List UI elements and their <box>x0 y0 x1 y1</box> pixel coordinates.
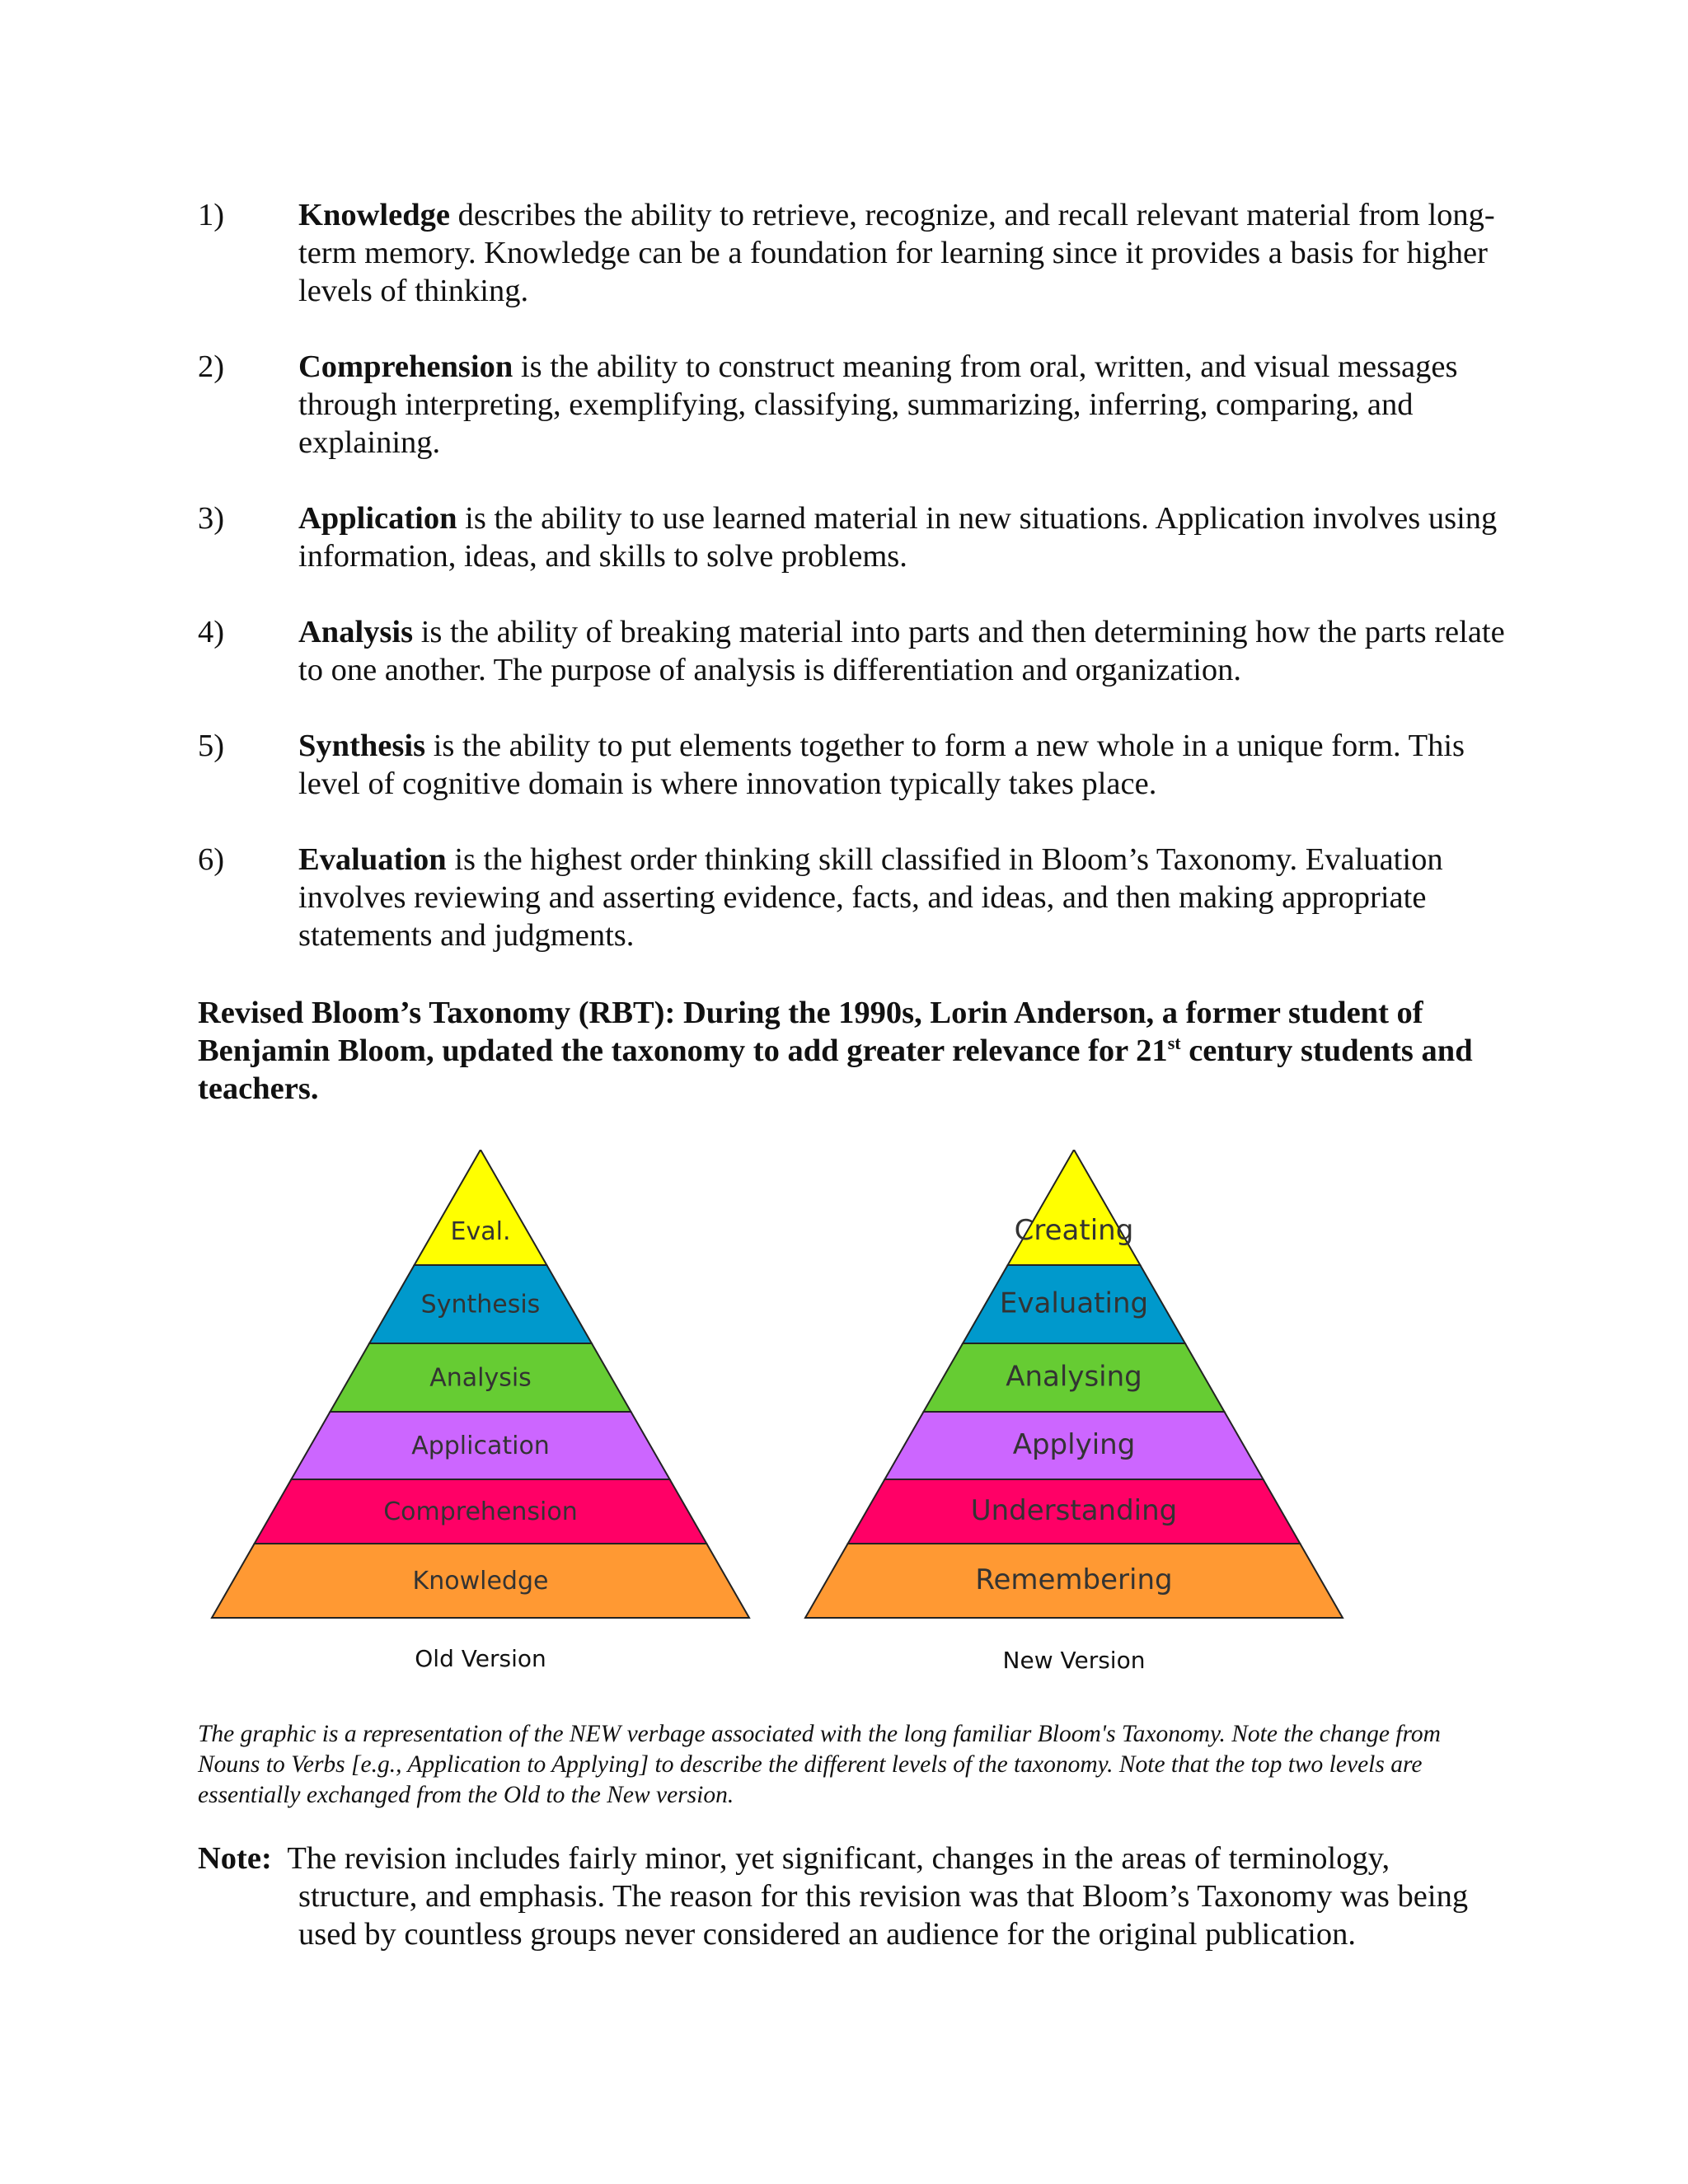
definition-application: is the ability to use learned material in new situations. Application involves using information, ideas, and skills to solve problems. <box>298 501 1498 574</box>
new-level-label-6: Remembering <box>975 1563 1173 1596</box>
list-number: 5) <box>198 729 225 763</box>
term-synthesis: Synthesis <box>298 729 426 763</box>
definition-evaluation: is the highest order thinking skill classified in Bloom’s Taxonomy. Evaluation involves reviewing and asserting evidence, facts, and ideas, and then making appropriate statements and judgments. <box>298 842 1443 953</box>
rbt-heading <box>198 994 1500 1108</box>
old-level-label-5: Comprehension <box>383 1497 578 1526</box>
list-number: 2) <box>198 349 225 384</box>
list-number: 4) <box>198 615 225 649</box>
old-level-label-4: Application <box>411 1432 550 1460</box>
new-level-label-3: Analysing <box>1006 1360 1142 1394</box>
old-version-pyramid <box>212 1150 749 1618</box>
note-paragraph <box>198 1840 1517 1953</box>
term-analysis: Analysis <box>298 615 414 649</box>
list-number: 1) <box>198 198 225 232</box>
definition-knowledge: describes the ability to retrieve, recognize, and recall relevant material from long-term memory. Knowledge can be a foundation for learning since it provides a basis for higher levels of thinking. <box>298 198 1495 308</box>
list-number: 6) <box>198 842 225 877</box>
old-level-label-2: Synthesis <box>420 1290 541 1319</box>
old-level-label-6: Knowledge <box>412 1567 549 1596</box>
rbt-text-part2: century students and teachers. <box>198 1033 1473 1106</box>
definition-comprehension: is the ability to construct meaning from oral, written, and visual messages through interpreting, exemplifying, classifying, summarizing, inferring, comparing, and explaining. <box>298 349 1458 460</box>
old-level-1 <box>415 1150 547 1265</box>
term-application: Application <box>298 501 457 536</box>
new-level-label-2: Evaluating <box>999 1286 1149 1320</box>
old-level-label-1: Eval. <box>450 1217 511 1247</box>
list-text <box>298 196 1518 310</box>
definition-synthesis: is the ability to put elements together to form a new whole in a unique form. This level of cognitive domain is where innovation typically takes place. <box>298 729 1465 801</box>
list-text <box>298 348 1518 462</box>
term-knowledge: Knowledge <box>298 198 450 232</box>
new-level-1 <box>1008 1150 1141 1265</box>
figure-caption: The graphic is a representation of the NEW verbage associated with the long familiar Bloom's Taxonomy. Note the change from Nouns to Verbs [e.g., Application to Applying] to describe the different levels of the taxonomy. Note that the top two levels are essentially exchanged from the Old to the New version. <box>198 1721 1441 1808</box>
rbt-superscript: st <box>1167 1033 1181 1054</box>
new-version-pyramid <box>805 1150 1343 1618</box>
list-text <box>298 727 1518 803</box>
note-first-line <box>198 1840 1517 1877</box>
list-number: 3) <box>198 501 225 536</box>
term-evaluation: Evaluation <box>298 842 447 877</box>
new-level-label-1: Creating <box>1014 1214 1134 1248</box>
taxonomy-pyramids-figure <box>206 1150 1360 1690</box>
note-label: Note: <box>198 1841 272 1876</box>
list-text <box>298 841 1518 954</box>
pyramids-svg <box>206 1150 1360 1685</box>
new-level-label-5: Understanding <box>970 1494 1178 1527</box>
list-text <box>298 499 1518 575</box>
old-version-label: Old Version <box>415 1645 546 1672</box>
old-level-label-3: Analysis <box>429 1363 532 1393</box>
rbt-text-part1: Revised Bloom’s Taxonomy (RBT): During the 1990s, Lorin Anderson, a former student of Benjamin Bloom, updated the taxonomy to add greater relevance for 21 <box>198 996 1423 1068</box>
note-line1-text: The revision includes fairly minor, yet significant, changes in the areas of terminology, <box>271 1841 1390 1876</box>
new-version-label: New Version <box>1002 1647 1146 1674</box>
new-level-label-4: Applying <box>1012 1428 1136 1461</box>
list-text <box>298 613 1518 689</box>
note-continuation: structure, and emphasis. The reason for this revision was that Bloom’s Taxonomy was being used by countless groups never considered an audience for the original publication. <box>298 1879 1469 1952</box>
term-comprehension: Comprehension <box>298 349 513 384</box>
definition-analysis: is the ability of breaking material into parts and then determining how the parts relate to one another. The purpose of analysis is differentiation and organization. <box>298 615 1505 687</box>
